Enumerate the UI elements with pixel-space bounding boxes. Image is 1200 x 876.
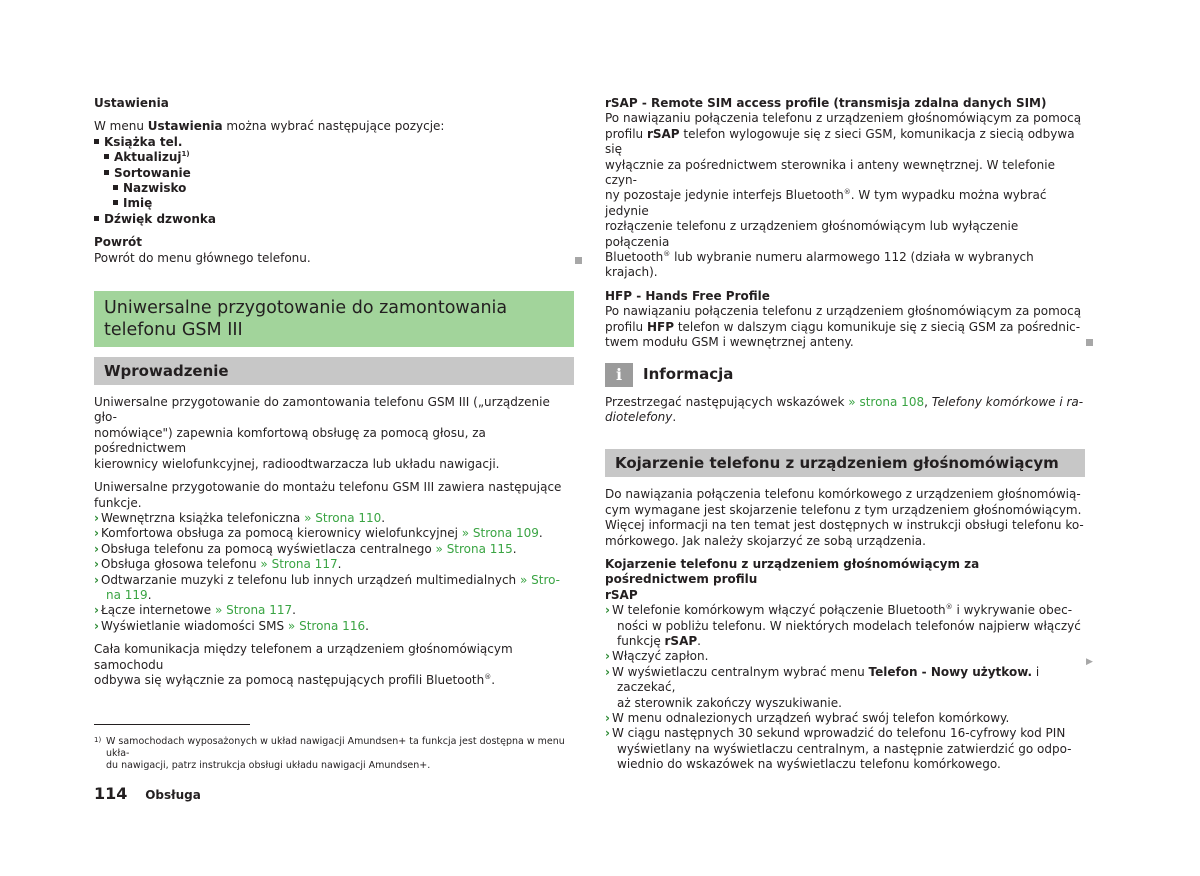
chevron-right-icon: ›	[94, 618, 99, 633]
list-item: › W ciągu następnych 30 sekund wprowadzić do telefonu 16-cyfrowy kod PIN wyświetlany na wyświetlaczu centralnym, a następnie zatwierdzić go odpo- wiednio do wskazówek na wyświetlaczu telefonu komórkowego.	[605, 726, 1072, 772]
list-item: › Komfortowa obsługa za pomocą kierownicy wielofunkcyjnej » Strona 109.	[94, 526, 543, 541]
menu-item-sorting: Sortowanie	[94, 166, 574, 181]
pairing-paragraph: Do nawiązania połączenia telefonu komórkowego z urządzeniem głośnomówią- cym wymagane jest skojarzenie telefonu z tym urządzeniem głośnomówiącym. Więcej informacji na ten temat jest dostępnych w instrukcji obsługi telefonu ko- mórkowego. Jak należy skojarzyć ze sobą urządzenia.	[605, 487, 1084, 548]
section-title: Uniwersalne przygotowanie do zamontowania telefonu GSM III	[94, 291, 574, 347]
intro-paragraph-1: Uniwersalne przygotowanie do zamontowania telefonu GSM III („urządzenie gło- nomówiące") zapewnia komfortową obsługę za pomocą głosu, za pośrednictwem kierownicy wielofunkcyjnej, radioodtwarzacza lub układu nawigacji.	[94, 395, 550, 471]
chevron-right-icon: ›	[605, 603, 610, 618]
pairing-title: Kojarzenie telefonu z urządzeniem głośnomówiącym	[605, 449, 1085, 477]
rsap-paragraph: Po nawiązaniu połączenia telefonu z urządzeniem głośnomówiącym za pomocą profilu rSAP telefon wylogowuje się z sieci GSM, komunikacja z siecią odbywa się wyłącznie za pośrednictwem sterownika i anteny wewnętrznej. W telefonie czyn- ny pozostaje jedynie interfejs Bluetooth®. W tym wypadku można wybrać jedynie rozłączenie telefonu z urządzeniem głośnomówiącym lub wyłączenie połączenia Bluetooth® lub wybranie numeru alarmowego 112 (działa w wybranych krajach).	[605, 111, 1082, 280]
bullet-icon	[94, 139, 99, 144]
footer-section: Obsługa	[145, 788, 201, 802]
settings-intro: W menu Ustawienia można wybrać następujące pozycje:	[94, 119, 445, 134]
back-heading: Powrót	[94, 235, 143, 250]
right-column	[605, 96, 1085, 773]
menu-item-surname: Nazwisko	[94, 181, 574, 196]
chevron-right-icon: ›	[94, 603, 99, 618]
list-item: › W menu odnalezionych urządzeń wybrać swój telefon komórkowy.	[605, 711, 1010, 725]
hfp-paragraph: Po nawiązaniu połączenia telefonu z urządzeniem głośnomówiącym za pomocą profilu HFP telefon w dalszym ciągu komunikuje się z siecią GSM za pośrednic- twem modułu GSM i wewnętrznej anteny.	[605, 304, 1082, 350]
pairing-steps	[605, 603, 1085, 772]
info-paragraph: Przestrzegać następujących wskazówek » strona 108, Telefony komórkowe i ra- diotelefony.	[605, 394, 1084, 424]
chevron-right-icon: ›	[605, 711, 610, 725]
chevron-right-icon: ›	[94, 510, 99, 525]
list-item: › Łącze internetowe » Strona 117.	[94, 603, 296, 618]
chevron-right-icon: ›	[605, 649, 610, 664]
list-item: › Odtwarzanie muzyki z telefonu lub innych urządzeń multimedialnych » Stro- na 119.	[94, 572, 561, 602]
page-footer	[94, 786, 201, 803]
left-column	[94, 96, 574, 688]
rsap-heading: rSAP - Remote SIM access profile (transmisja zdalna danych SIM)	[605, 96, 1047, 110]
list-item: › W wyświetlaczu centralnym wybrać menu Telefon - Nowy użytkow. i zaczekać, aż sterownik zakończy wyszukiwanie.	[605, 664, 1040, 710]
footnote: 1) W samochodach wyposażonych w układ nawigacji Amundsen+ ta funkcja jest dostępna w menu ukła- du nawigacji, patrz instrukcja obsługi układu nawigacji Amundsen+.	[94, 736, 565, 771]
page-link[interactable]: » Stro-	[519, 572, 561, 587]
page-link[interactable]: » Strona 117	[260, 557, 338, 572]
section-end-marker	[575, 257, 582, 264]
continue-arrow-icon: ▶	[1086, 657, 1093, 667]
page-link[interactable]: » Strona 109	[461, 526, 539, 541]
page-link[interactable]: » Strona 116	[287, 618, 366, 633]
settings-heading: Ustawienia	[94, 96, 169, 110]
menu-item-phonebook: Książka tel.	[94, 135, 574, 150]
footnote-divider	[94, 724, 250, 725]
menu-item-name: Imię	[94, 196, 574, 211]
bullet-icon	[113, 185, 118, 190]
page-link[interactable]: » Strona 115	[435, 541, 513, 556]
chevron-right-icon: ›	[94, 557, 99, 572]
chevron-right-icon: ›	[94, 572, 99, 587]
footnote-ref: 1)	[181, 150, 190, 159]
page-link[interactable]: » strona 108	[848, 394, 925, 409]
subsection-title: Wprowadzenie	[94, 357, 574, 385]
list-item: › Wyświetlanie wiadomości SMS » Strona 116.	[94, 618, 369, 633]
back-text: Powrót do menu głównego telefonu.	[94, 250, 311, 265]
communication-paragraph: Cała komunikacja między telefonem a urządzeniem głośnomówiącym samochodu odbywa się wyłącznie za pomocą następujących profili Bluetooth®.	[94, 642, 513, 687]
chevron-right-icon: ›	[94, 526, 99, 541]
page-number: 114	[94, 784, 128, 803]
rsap-pairing-heading: Kojarzenie telefonu z urządzeniem głośnomówiącym za pośrednictwem profilu rSAP	[605, 556, 980, 602]
bullet-icon	[94, 216, 99, 221]
chevron-right-icon: ›	[605, 726, 610, 741]
bullet-icon	[104, 154, 109, 159]
page-link[interactable]: » Strona 117	[214, 603, 293, 618]
menu-item-update: Aktualizuj$^{1)}$	[94, 150, 574, 165]
list-item: › Obsługa telefonu za pomocą wyświetlacza centralnego » Strona 115.	[94, 541, 517, 556]
info-header	[605, 363, 1085, 387]
list-item: › Obsługa głosowa telefonu » Strona 117.	[94, 557, 342, 572]
menu-item-ringtone: Dźwięk dzwonka	[94, 212, 574, 227]
list-item: › Wewnętrzna książka telefoniczna » Strona 110.	[94, 510, 386, 525]
page-link[interactable]: na 119	[106, 587, 148, 602]
list-item: › W telefonie komórkowym włączyć połączenie Bluetooth® i wykrywanie obec- ności w pobliżu telefonu. W niektórych modelach telefonów najpierw włączyć funkcję rSAP.	[605, 603, 1081, 648]
bullet-icon	[104, 170, 109, 175]
bullet-icon	[113, 200, 118, 205]
feature-list	[94, 511, 574, 634]
info-title: Informacja	[643, 364, 734, 383]
section-end-marker	[1086, 339, 1093, 346]
intro-paragraph-2: Uniwersalne przygotowanie do montażu telefonu GSM III zawiera następujące funkcje.	[94, 480, 562, 510]
list-item: › Włączyć zapłon.	[605, 649, 709, 664]
hfp-heading: HFP - Hands Free Profile	[605, 288, 770, 303]
info-icon: i	[605, 363, 633, 387]
footnote-mark: 1)	[94, 736, 102, 744]
chevron-right-icon: ›	[605, 664, 610, 679]
chevron-right-icon: ›	[94, 541, 99, 556]
page-link[interactable]: » Strona 110	[304, 510, 382, 525]
